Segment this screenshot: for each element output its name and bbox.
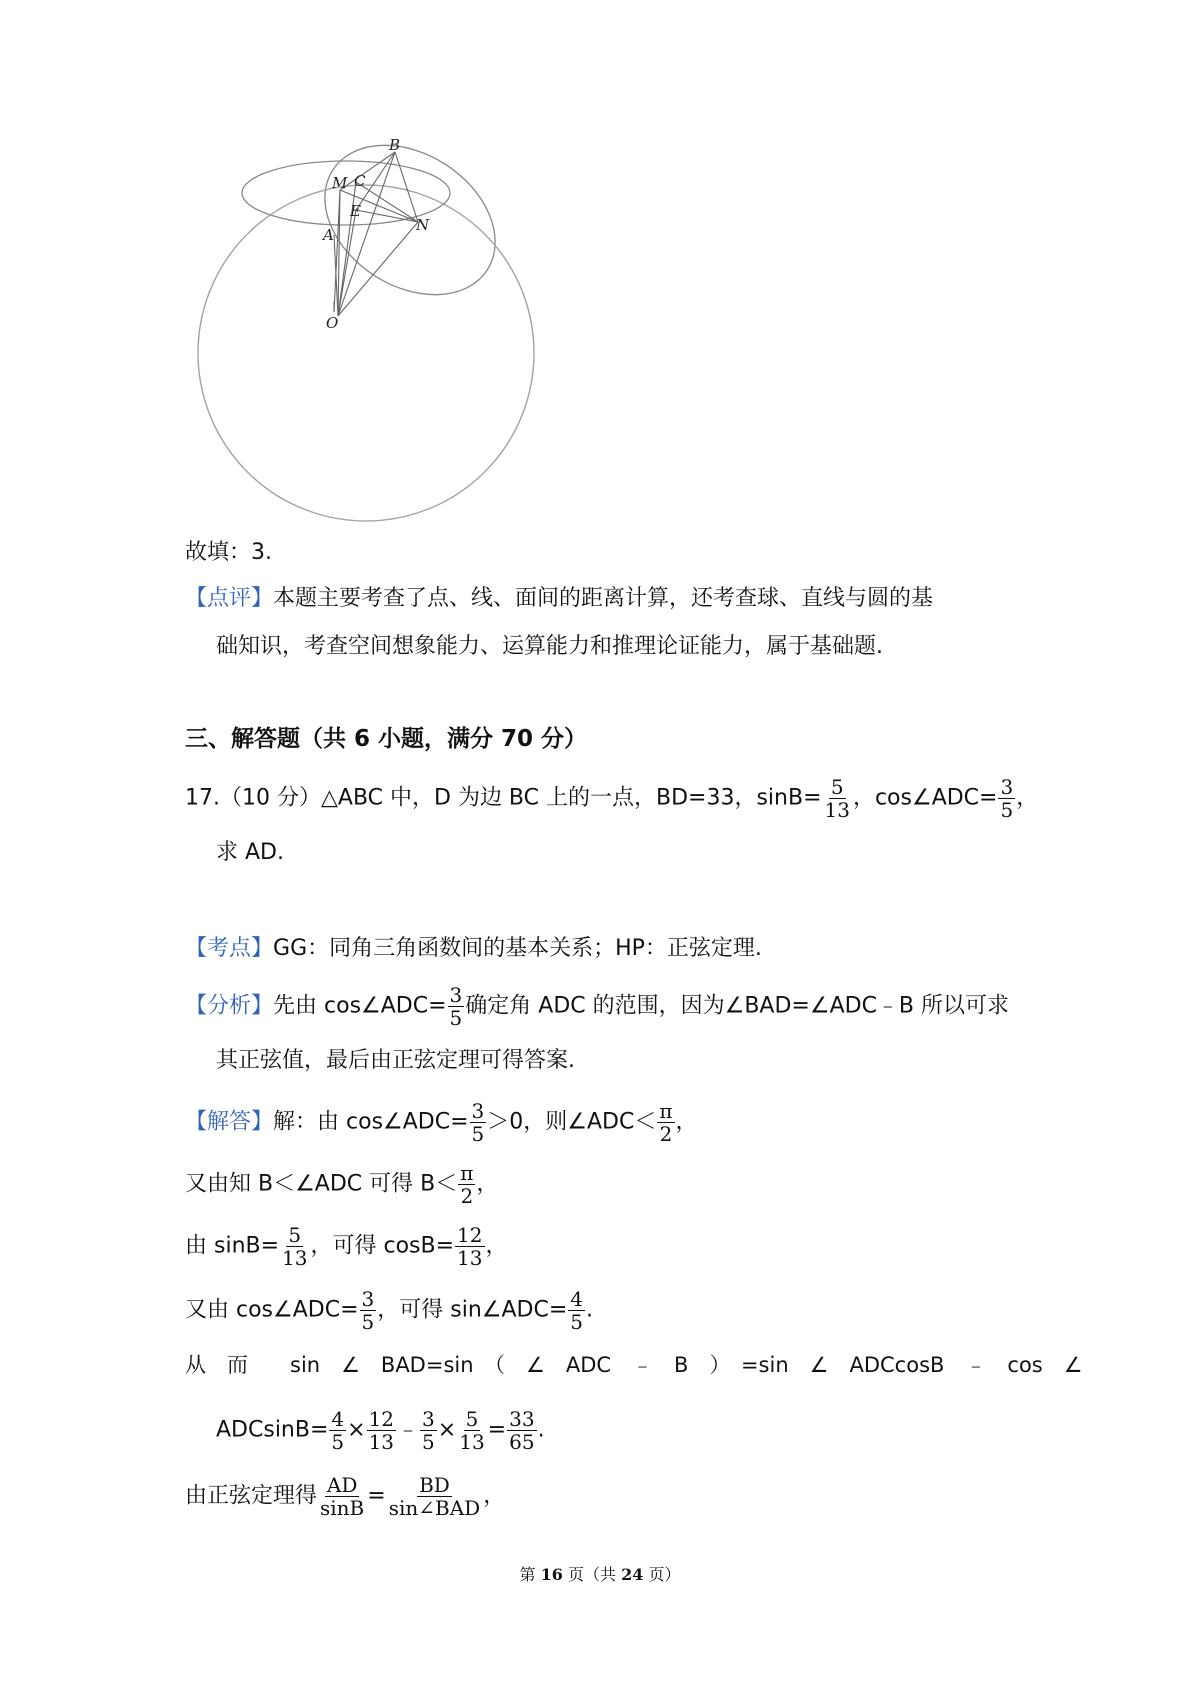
- problem-text-a: 17.（10 分）△ABC 中，D 为边 BC 上的一点，BD=33，sinB=: [185, 785, 822, 811]
- solution-step-3: 由 sinB= $\frac{5}{13}$ ，可得 cosB= $\frac{12}{13}$ ，: [185, 1223, 508, 1270]
- problem-text-c: ，: [1016, 785, 1039, 811]
- label-e: E: [350, 202, 361, 220]
- kaodian-text: GG：同角三角函数间的基本关系；HP：正弦定理.: [273, 936, 762, 961]
- kaodian-line: [185, 934, 762, 964]
- page-number: 16: [540, 1565, 563, 1584]
- fenxi-tag: 【分析】: [185, 993, 274, 1019]
- s7-fraction-2: $\frac{BD}{\text{sin∠BAD}}$: [388, 1473, 481, 1520]
- label-m: M: [332, 174, 348, 192]
- page-total: 24: [621, 1565, 644, 1584]
- s6-fraction-4: $\frac{5}{13}$: [459, 1407, 485, 1454]
- label-c: C: [354, 172, 366, 190]
- label-n: N: [416, 216, 430, 234]
- fenxi-fraction: $\frac{3}{5}$: [449, 983, 463, 1030]
- s4-fraction-1: $\frac{3}{5}$: [361, 1287, 375, 1334]
- s3-fraction-1: $\frac{5}{13}$: [282, 1223, 308, 1270]
- problem-text-b: ，cos∠ADC=: [852, 785, 998, 811]
- comment-text-1: 本题主要考查了点、线、面间的距离计算，还考查球、直线与圆的基: [273, 586, 934, 611]
- comment-line-2: 础知识，考查空间想象能力、运算能力和推理论证能力，属于基础题.: [216, 634, 883, 659]
- s1-fraction-1: $\frac{3}{5}$: [471, 1099, 485, 1146]
- solution-step-5: 从 而 sin ∠ BAD=sin （ ∠ ADC ﹣ B ） =sin ∠ ADCcosB ﹣ cos ∠: [185, 1353, 1083, 1377]
- solution-step-2: 又由知 B＜∠ADC 可得 B＜ $\frac{\pi}{2}$ ，: [185, 1161, 499, 1208]
- page-footer: 第 16 页（共 24 页）: [519, 1565, 681, 1584]
- solution-tag: 【解答】: [185, 1109, 274, 1135]
- solution-step-1: 【解答】解：由 cos∠ADC= $\frac{3}{5}$ ＞0，则∠ADC＜ $\frac{\pi}{2}$ ，: [185, 1099, 698, 1146]
- kaodian-tag: 【考点】: [185, 936, 274, 961]
- comment-tag: 【点评】: [185, 586, 274, 611]
- label-o: O: [326, 314, 339, 332]
- s6-fraction-2: $\frac{12}{13}$: [368, 1407, 395, 1454]
- s7-fraction-1: $\frac{AD}{\sin B}$: [320, 1473, 365, 1520]
- fraction-5-13: $\frac{5}{13}$: [824, 775, 850, 822]
- solution-step-6: ADCsinB= $\frac{4}{5}$ × $\frac{12}{13}$ ﹣ $\frac{3}{5}$ × $\frac{5}{13}$ = $\frac{33}{65}$ .: [216, 1407, 545, 1454]
- s2-fraction: $\frac{\pi}{2}$: [460, 1161, 474, 1208]
- solution-step-4: 又由 cos∠ADC= $\frac{3}{5}$ ，可得 sin∠ADC= $\frac{4}{5}$ .: [185, 1287, 594, 1334]
- s6-fraction-3: $\frac{3}{5}$: [422, 1407, 435, 1454]
- fenxi-line-2: 其正弦值，最后由正弦定理可得答案.: [216, 1048, 575, 1073]
- solution-step-7: 由正弦定理得 $\frac{AD}{\sin B}$ = $\frac{BD}{\text{sin∠BAD}}$ ，: [185, 1473, 506, 1520]
- problem-line-2: 求 AD.: [216, 840, 284, 865]
- s6-fraction-1: $\frac{4}{5}$: [331, 1407, 345, 1454]
- fenxi-line-1: 【分析】先由 cos∠ADC= $\frac{3}{5}$ 确定角 ADC 的范围，因为∠BAD=∠ADC﹣B 所以可求: [185, 983, 1010, 1030]
- comment-line-1: [185, 584, 933, 614]
- s6-fraction-5: $\frac{33}{65}$: [509, 1407, 535, 1454]
- s3-fraction-2: $\frac{12}{13}$: [457, 1223, 483, 1270]
- s1-fraction-2: $\frac{\pi}{2}$: [659, 1099, 673, 1146]
- label-b: B: [389, 136, 401, 154]
- answer-line: 故填：3.: [185, 540, 272, 565]
- label-a: A: [323, 226, 334, 244]
- s4-fraction-2: $\frac{4}{5}$: [570, 1287, 584, 1334]
- problem-line-1: [185, 776, 1038, 821]
- sphere-figure: [170, 130, 570, 530]
- section-title: 三、解答题（共 6 小题，满分 70 分）: [185, 726, 588, 752]
- fraction-3-5: $\frac{3}{5}$: [1000, 775, 1014, 822]
